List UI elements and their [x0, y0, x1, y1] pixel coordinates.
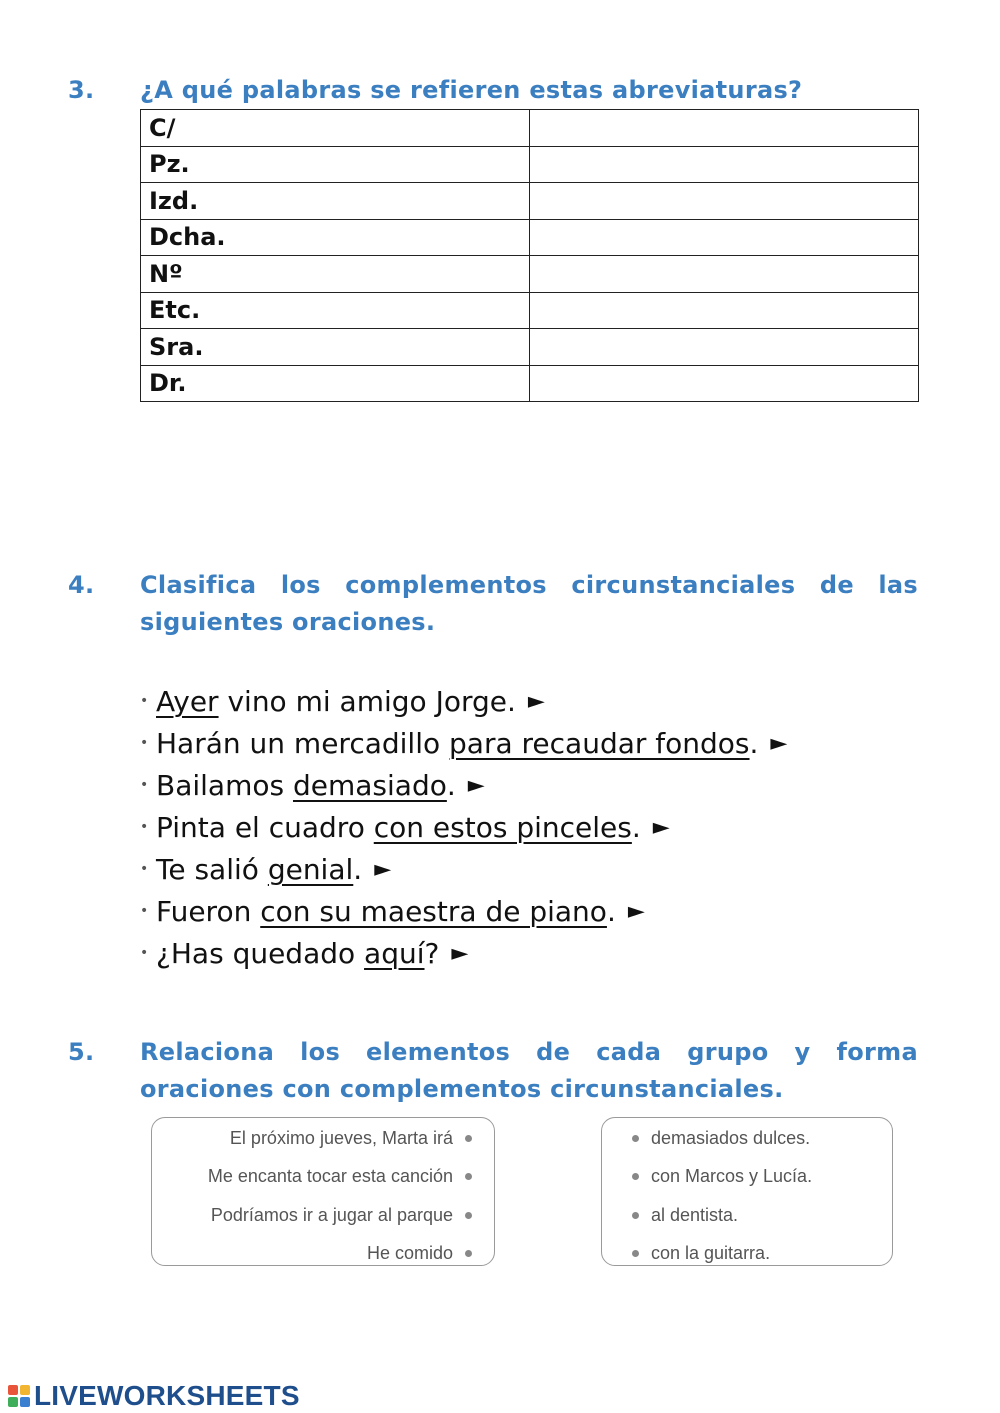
underlined-complement: genial: [267, 852, 354, 886]
abbreviation-cell: C/: [141, 110, 530, 147]
bullet-icon: •: [140, 777, 149, 793]
arrow-icon: ►: [652, 814, 670, 840]
match-group-left: [151, 1117, 495, 1266]
table-row: [141, 292, 919, 329]
answer-cell[interactable]: [530, 219, 919, 256]
match-item-text: con la guitarra.: [651, 1243, 771, 1264]
underlined-complement: Ayer: [156, 684, 219, 718]
sentence-text: Pinta el cuadro: [156, 810, 374, 844]
table-row: [141, 365, 919, 402]
q3-number: 3.: [68, 76, 95, 104]
sentence-text: .: [606, 894, 616, 928]
sentence-item: [140, 848, 920, 890]
match-item-text: El próximo jueves, Marta irá: [229, 1127, 453, 1148]
sentence-text: ?: [424, 936, 440, 970]
connector-dot-icon[interactable]: [465, 1173, 472, 1180]
answer-cell[interactable]: [530, 292, 919, 329]
connector-dot-icon[interactable]: [632, 1173, 639, 1180]
answer-cell[interactable]: [530, 365, 919, 402]
sentence-item: [140, 806, 920, 848]
answer-cell[interactable]: [530, 329, 919, 366]
arrow-icon: ►: [527, 688, 545, 714]
abbreviation-cell: Pz.: [141, 146, 530, 183]
bullet-icon: •: [140, 735, 149, 751]
match-item-text: al dentista.: [651, 1204, 739, 1225]
connector-dot-icon[interactable]: [465, 1250, 472, 1257]
connector-dot-icon[interactable]: [632, 1250, 639, 1257]
table-row: [141, 146, 919, 183]
sentence-item: [140, 932, 920, 974]
logo-text: LIVEWORKSHEETS: [34, 1380, 300, 1411]
sentence-list: [140, 680, 920, 974]
bullet-icon: •: [140, 945, 149, 961]
arrow-icon: ►: [770, 730, 788, 756]
bullet-icon: •: [140, 903, 149, 919]
match-item[interactable]: [602, 1234, 892, 1273]
q4-title: Clasifica los complementos circunstanciales de las siguientes oraciones.: [140, 571, 918, 636]
answer-cell[interactable]: [530, 110, 919, 147]
abbreviation-table: [140, 109, 919, 402]
logo-grid-icon: [8, 1385, 30, 1407]
abbreviation-cell: Sra.: [141, 329, 530, 366]
match-item[interactable]: [152, 1195, 494, 1234]
abbreviation-cell: Dcha.: [141, 219, 530, 256]
abbreviation-cell: Izd.: [141, 183, 530, 220]
match-item[interactable]: [152, 1118, 494, 1157]
sentence-item: [140, 722, 920, 764]
q5-title: Relaciona los elementos de cada grupo y forma oraciones con complementos circunstanciales.: [140, 1038, 918, 1103]
match-item[interactable]: [602, 1157, 892, 1196]
table-row: [141, 329, 919, 366]
underlined-complement: aquí: [364, 936, 425, 970]
connector-dot-icon[interactable]: [465, 1135, 472, 1142]
table-row: [141, 183, 919, 220]
table-row: [141, 219, 919, 256]
match-item-text: Me encanta tocar esta canción: [207, 1166, 453, 1187]
connector-dot-icon[interactable]: [465, 1212, 472, 1219]
sentence-text: .: [353, 852, 363, 886]
match-item-text: Podríamos ir a jugar al parque: [210, 1204, 453, 1225]
sentence-text: ¿Has quedado: [156, 936, 365, 970]
table-row: [141, 110, 919, 147]
abbreviation-cell: Nº: [141, 256, 530, 293]
sentence-item: [140, 764, 920, 806]
arrow-icon: ►: [374, 856, 392, 882]
sentence-text: Harán un mercadillo: [156, 726, 450, 760]
arrow-icon: ►: [627, 898, 645, 924]
match-item-text: con Marcos y Lucía.: [651, 1166, 813, 1187]
match-item-text: demasiados dulces.: [651, 1127, 811, 1148]
sentence-text: .: [631, 810, 641, 844]
sentence-text: .: [446, 768, 456, 802]
sentence-text: .: [749, 726, 759, 760]
underlined-complement: para recaudar fondos: [449, 726, 750, 760]
match-group-right: [601, 1117, 893, 1266]
match-item-text: He comido: [366, 1243, 453, 1264]
sentence-text: Te salió: [156, 852, 268, 886]
answer-cell[interactable]: [530, 146, 919, 183]
sentence-text: Bailamos: [156, 768, 293, 802]
match-item[interactable]: [602, 1195, 892, 1234]
sentence-item: [140, 890, 920, 932]
table-row: [141, 256, 919, 293]
sentence-text: vino mi amigo Jorge.: [218, 684, 516, 718]
q3-title: ¿A qué palabras se refieren estas abreviaturas?: [140, 76, 803, 104]
arrow-icon: ►: [451, 940, 469, 966]
sentence-text: Fueron: [156, 894, 261, 928]
match-item[interactable]: [152, 1157, 494, 1196]
bullet-icon: •: [140, 861, 149, 877]
underlined-complement: con estos pinceles: [373, 810, 632, 844]
liveworksheets-logo[interactable]: [8, 1380, 300, 1412]
arrow-icon: ►: [467, 772, 485, 798]
q4-number: 4.: [68, 571, 95, 599]
connector-dot-icon[interactable]: [632, 1135, 639, 1142]
answer-cell[interactable]: [530, 183, 919, 220]
abbreviation-cell: Etc.: [141, 292, 530, 329]
connector-dot-icon[interactable]: [632, 1212, 639, 1219]
q5-number: 5.: [68, 1038, 95, 1066]
bullet-icon: •: [140, 819, 149, 835]
bullet-icon: •: [140, 693, 149, 709]
underlined-complement: con su maestra de piano: [260, 894, 607, 928]
match-item[interactable]: [602, 1118, 892, 1157]
sentence-item: [140, 680, 920, 722]
abbreviation-cell: Dr.: [141, 365, 530, 402]
answer-cell[interactable]: [530, 256, 919, 293]
match-item[interactable]: [152, 1234, 494, 1273]
underlined-complement: demasiado: [292, 768, 447, 802]
